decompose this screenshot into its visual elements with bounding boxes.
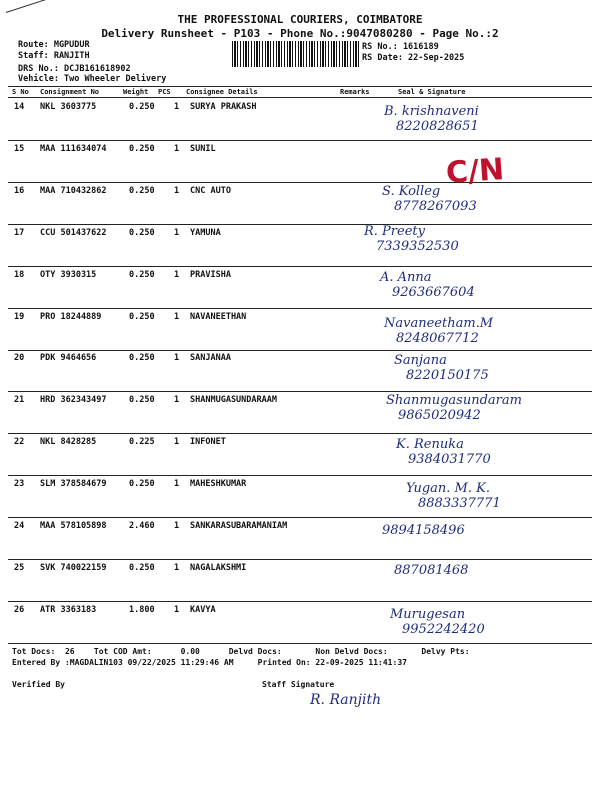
row-sno: 16: [14, 185, 25, 196]
row-pcs: 1: [174, 562, 180, 573]
staff-signature: R. Ranjith: [310, 692, 382, 708]
row-sno: 22: [14, 437, 25, 448]
signature-name: K. Renuka: [396, 437, 464, 453]
row-consignee: SUNIL: [190, 143, 216, 154]
row-weight: 0.250: [129, 562, 155, 573]
row-pcs: 1: [174, 269, 180, 280]
row-weight: 0.250: [129, 269, 155, 280]
recipient-signature: [384, 316, 493, 346]
row-divider: [8, 559, 592, 560]
row-consignee: INFONET: [190, 437, 226, 448]
row-pcs: 1: [174, 311, 180, 322]
cn-mark: C/N: [444, 152, 506, 191]
table-row: [0, 142, 600, 182]
row-consignment-no: SLM 378584679: [40, 479, 107, 490]
row-sno: 18: [14, 269, 25, 280]
row-consignment-no: MAA 578105898: [40, 521, 107, 531]
signature-phone: 8220150175: [406, 368, 489, 384]
col-sno: S No: [12, 88, 29, 96]
recipient-signature: [386, 393, 522, 423]
row-consignment-no: OTY 3930315: [40, 269, 97, 280]
route: Route: MGPUDUR: [18, 40, 90, 50]
row-divider: [8, 350, 592, 351]
row-pcs: 1: [174, 479, 180, 490]
row-consignment-no: CCU 501437622: [40, 227, 107, 238]
recipient-signature: [390, 607, 485, 637]
table-row: [0, 100, 600, 140]
staff-signature-label: Staff Signature: [262, 680, 335, 689]
row-sno: 21: [14, 395, 25, 406]
row-pcs: 1: [174, 143, 180, 154]
signature-name: Yugan. M. K.: [406, 481, 490, 497]
signature-name: S. Kolleg: [382, 183, 441, 199]
signature-phone: 887081468: [394, 562, 469, 578]
row-consignment-no: HRD 362343497: [40, 395, 107, 406]
row-sno: 20: [14, 353, 25, 364]
row-pcs: 1: [174, 102, 180, 112]
signature-phone: 9952242420: [402, 621, 485, 637]
row-weight: 0.250: [129, 395, 155, 406]
row-consignment-no: PRO 18244889: [40, 311, 102, 322]
row-consignee: SHANMUGASUNDARAAM: [190, 395, 277, 406]
row-sno: 14: [14, 102, 25, 112]
signature-name: Murugesan: [390, 606, 466, 622]
table-row: [0, 603, 600, 643]
drs-number: DRS No.: DCJB161618902: [18, 64, 131, 74]
recipient-signature: [370, 523, 465, 538]
row-divider: [8, 224, 592, 225]
table-row: [0, 351, 600, 391]
row-weight: 0.250: [129, 311, 155, 322]
col-pcs: PCS: [158, 88, 171, 96]
row-weight: 0.250: [129, 143, 155, 154]
row-weight: 0.250: [129, 227, 155, 238]
row-consignee: NAGALAKSHMI: [190, 562, 247, 573]
col-remarks: Remarks: [340, 88, 370, 96]
row-sno: 24: [14, 521, 25, 531]
row-weight: 2.460: [129, 521, 155, 531]
entered-by-line: Entered By :MAGDALIN103 09/22/2025 11:29:46 AM Printed On: 22-09-2025 11:41:37: [12, 658, 407, 667]
row-sno: 19: [14, 311, 25, 322]
row-divider: [8, 140, 592, 141]
table-row: [0, 268, 600, 308]
recipient-signature: [382, 563, 468, 578]
row-consignee: CNC AUTO: [190, 185, 231, 196]
footer-rule: [8, 643, 592, 644]
row-consignee: SANKARASUBARAMANIAM: [190, 521, 288, 531]
row-pcs: 1: [174, 185, 180, 196]
row-consignment-no: SVK 740022159: [40, 562, 107, 573]
table-row: [0, 223, 600, 266]
row-sno: 26: [14, 604, 25, 615]
verified-by: Verified By: [12, 680, 65, 689]
row-weight: 0.250: [129, 102, 155, 112]
row-consignment-no: ATR 3363183: [40, 604, 97, 615]
row-consignment-no: MAA 710432862: [40, 185, 107, 196]
signature-phone: 8248067712: [396, 330, 479, 346]
row-divider: [8, 601, 592, 602]
signature-phone: 9263667604: [392, 284, 475, 300]
row-divider: [8, 266, 592, 267]
row-consignee: SURYA PRAKASH: [190, 102, 257, 112]
rs-number: RS No.: 1616189: [362, 42, 439, 52]
signature-phone: 9384031770: [408, 452, 491, 468]
staff: Staff: RANJITH: [18, 51, 90, 61]
row-weight: 0.250: [129, 185, 155, 196]
recipient-signature: [364, 224, 459, 254]
row-divider: [8, 433, 592, 434]
signature-name: A. Anna: [380, 269, 432, 285]
row-sno: 25: [14, 562, 25, 573]
totals-line: Tot Docs: 26 Tot COD Amt: 0.00 Delvd Docs: Non Delvd Docs: Delvy Pts:: [12, 647, 470, 656]
row-pcs: 1: [174, 604, 180, 615]
table-row: [0, 561, 600, 601]
row-sno: 23: [14, 479, 25, 490]
row-consignment-no: NKL 8428285: [40, 437, 97, 448]
row-pcs: 1: [174, 227, 180, 238]
row-divider: [8, 475, 592, 476]
row-consignment-no: MAA 111634074: [40, 143, 107, 154]
col-seal-signature: Seal & Signature: [398, 88, 466, 96]
signature-phone: 8883337771: [418, 496, 501, 512]
row-divider: [8, 517, 592, 518]
row-consignee: YAMUNA: [190, 227, 221, 238]
signature-phone: 9865020942: [398, 408, 481, 424]
row-divider: [8, 308, 592, 309]
vehicle: Vehicle: Two Wheeler Delivery: [18, 74, 167, 84]
signature-name: Navaneetham.M: [384, 315, 494, 331]
row-consignment-no: PDK 9464656: [40, 353, 97, 364]
col-consignment: Consignment No: [40, 88, 100, 96]
row-pcs: 1: [174, 353, 180, 364]
signature-phone: 8220828651: [396, 119, 479, 134]
company-title: THE PROFESSIONAL COURIERS, COIMBATORE: [177, 13, 423, 26]
header-rule-top: [8, 86, 592, 87]
row-weight: 0.225: [129, 437, 155, 448]
row-weight: 1.800: [129, 604, 155, 615]
table-row: [0, 184, 600, 224]
col-weight: Weight: [123, 88, 149, 96]
col-consignee: Consignee Details: [186, 88, 258, 96]
recipient-signature: [394, 353, 489, 383]
row-consignee: SANJANAA: [190, 353, 231, 364]
row-divider: [8, 391, 592, 392]
recipient-signature: [384, 104, 479, 134]
signature-name: R. Preety: [364, 223, 425, 239]
row-consignee: NAVANEETHAN: [190, 311, 247, 322]
table-row: [0, 435, 600, 475]
recipient-signature: [380, 270, 475, 300]
signature-name: Shanmugasundaram: [386, 393, 522, 409]
table-row: [0, 310, 600, 350]
header-rule-bottom: [8, 97, 592, 98]
row-sno: 17: [14, 227, 25, 238]
row-weight: 0.250: [129, 353, 155, 364]
signature-name: B. krishnaveni: [384, 104, 479, 119]
row-consignment-no: NKL 3603775: [40, 102, 97, 112]
row-pcs: 1: [174, 395, 180, 406]
row-pcs: 1: [174, 521, 180, 531]
recipient-signature: [396, 437, 491, 467]
rs-date: RS Date: 22-Sep-2025: [362, 53, 465, 63]
row-consignee: KAVYA: [190, 604, 216, 615]
signature-phone: 7339352530: [376, 238, 459, 254]
signature-name: Sanjana: [394, 353, 447, 369]
row-consignee: PRAVISHA: [190, 269, 231, 280]
row-consignee: MAHESHKUMAR: [190, 479, 247, 490]
barcode: [232, 41, 360, 67]
recipient-signature: [406, 481, 501, 511]
signature-phone: 8778267093: [394, 198, 477, 214]
table-row: [0, 519, 600, 559]
runsheet-subtitle: Delivery Runsheet - P103 - Phone No.:9047080280 - Page No.:2: [101, 27, 499, 40]
row-sno: 15: [14, 143, 25, 154]
signature-phone: 9894158496: [382, 523, 465, 538]
table-row: [0, 393, 600, 433]
row-pcs: 1: [174, 437, 180, 448]
row-weight: 0.250: [129, 479, 155, 490]
corner-mark: [6, 0, 54, 13]
table-row: [0, 477, 600, 517]
